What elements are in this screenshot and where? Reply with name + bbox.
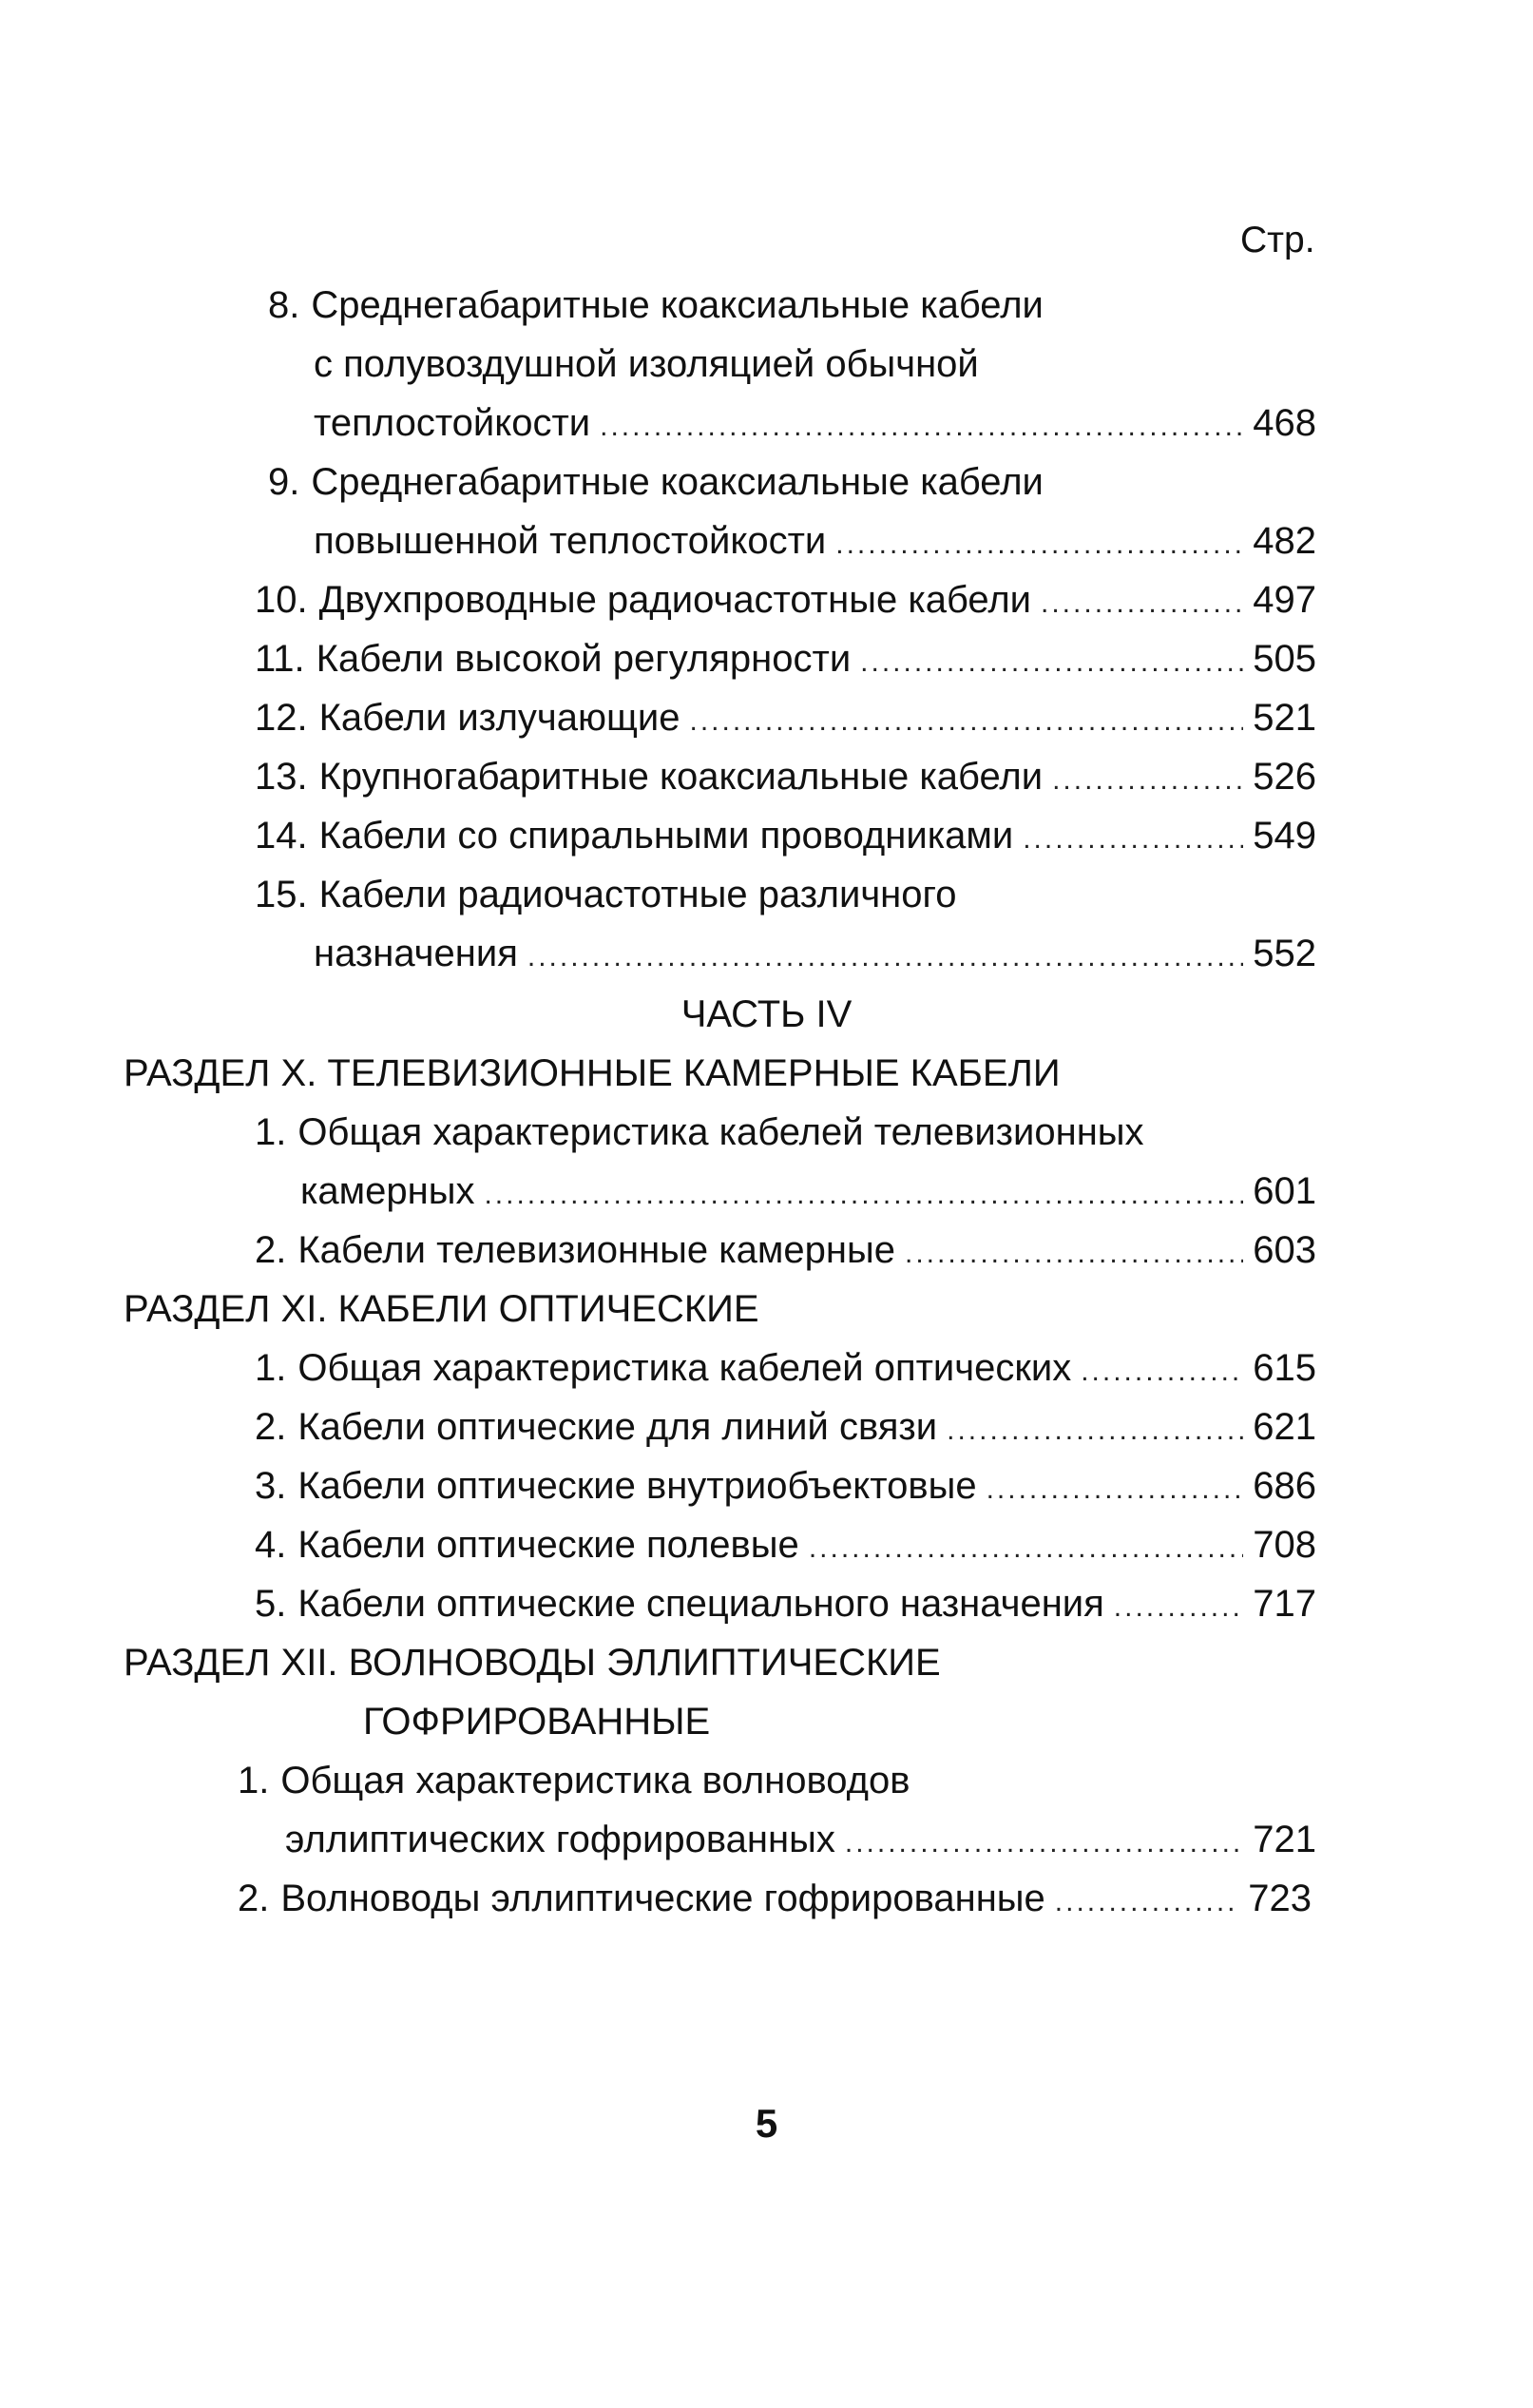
entry-number: 3. xyxy=(255,1465,287,1507)
entry-number: 14. xyxy=(255,815,308,857)
entry-title: эллиптических гофрированных xyxy=(285,1819,835,1860)
entry-page-number: 615 xyxy=(1253,1347,1316,1389)
toc-entry-14 xyxy=(255,806,1316,865)
entry-number: 1. xyxy=(255,1111,287,1153)
entry-title: Кабели оптические для линий связи xyxy=(297,1406,938,1448)
entry-number: 4. xyxy=(255,1524,287,1566)
entry-page-number: 552 xyxy=(1253,933,1316,974)
entry-title: Кабели оптические внутриобъектовые xyxy=(297,1465,977,1507)
section-xii-entry-1-line-1 xyxy=(238,1751,910,1810)
section-xi-entry-1 xyxy=(255,1339,1316,1397)
entry-title: Волноводы эллиптические гофрированные xyxy=(280,1878,1045,1919)
section-x-entry-2 xyxy=(255,1221,1316,1280)
entry-number: 2. xyxy=(255,1406,287,1448)
dot-leader xyxy=(1041,574,1243,633)
toc-entry-8-line-3 xyxy=(314,394,1316,453)
dot-leader xyxy=(1081,1342,1243,1401)
entry-page-number: 505 xyxy=(1253,638,1316,680)
entry-page-number: 482 xyxy=(1253,520,1316,562)
section-xi-entry-4 xyxy=(255,1515,1316,1574)
entry-page-number: 721 xyxy=(1253,1819,1316,1860)
toc-entry-11 xyxy=(255,629,1316,688)
section-xi-entry-2 xyxy=(255,1397,1316,1456)
toc-entry-10 xyxy=(255,570,1316,629)
section-xii-title-line-1: РАЗДЕЛ XII. ВОЛНОВОДЫ ЭЛЛИПТИЧЕСКИЕ xyxy=(124,1642,941,1684)
dot-leader xyxy=(987,1460,1244,1519)
entry-page-number: 601 xyxy=(1253,1170,1316,1212)
entry-number: 15. xyxy=(255,874,308,915)
entry-number: 12. xyxy=(255,697,308,739)
entry-title: теплостойкости xyxy=(314,402,591,444)
entry-title: Общая характеристика волноводов xyxy=(280,1760,910,1801)
dot-leader xyxy=(527,928,1243,987)
section-xi-entry-5 xyxy=(255,1574,1316,1633)
dot-leader xyxy=(690,692,1244,751)
entry-page-number: 497 xyxy=(1253,579,1316,621)
entry-page-number: 603 xyxy=(1253,1229,1316,1271)
toc-entry-12 xyxy=(255,688,1316,747)
entry-page-number: 686 xyxy=(1253,1465,1316,1507)
entry-title: Общая характеристика кабелей оптических xyxy=(297,1347,1072,1389)
page-column-label: Стр. xyxy=(1240,220,1315,260)
entry-title: Кабели оптические полевые xyxy=(297,1524,799,1566)
entry-title: Кабели телевизионные камерные xyxy=(297,1229,895,1271)
entry-title: Среднегабаритные коаксиальные кабели xyxy=(311,284,1044,326)
dot-leader xyxy=(845,1814,1243,1873)
entry-title: Общая характеристика кабелей телевизионных xyxy=(297,1111,1144,1153)
entry-number: 5. xyxy=(255,1583,287,1625)
part-heading: ЧАСТЬ IV xyxy=(680,993,853,1035)
section-xi-title: РАЗДЕЛ XI. КАБЕЛИ ОПТИЧЕСКИЕ xyxy=(124,1288,759,1330)
entry-number: 13. xyxy=(255,756,308,798)
toc-entry-15-line-1 xyxy=(255,865,956,924)
toc-entry-8-line-2 xyxy=(314,335,979,394)
dot-leader xyxy=(600,397,1243,456)
toc-entry-13 xyxy=(255,747,1316,806)
entry-title: Двухпроводные радиочастотные кабели xyxy=(318,579,1032,621)
toc-entry-15-line-2 xyxy=(314,924,1316,983)
section-xii-title-line-2: ГОФРИРОВАННЫЕ xyxy=(363,1701,711,1743)
entry-page-number: 717 xyxy=(1253,1583,1316,1625)
section-x-title: РАЗДЕЛ X. ТЕЛЕВИЗИОННЫЕ КАМЕРНЫЕ КАБЕЛИ xyxy=(124,1052,1061,1094)
entry-number: 9. xyxy=(268,461,300,503)
section-x-entry-1-line-1 xyxy=(255,1103,1144,1162)
toc-entry-9-line-2 xyxy=(314,511,1316,570)
dot-leader xyxy=(1114,1578,1243,1637)
entry-page-number: 468 xyxy=(1253,402,1316,444)
entry-page-number: 723 xyxy=(1248,1878,1312,1919)
section-xii-entry-2 xyxy=(238,1869,1312,1928)
entry-title: Крупногабаритные коаксиальные кабели xyxy=(318,756,1044,798)
entry-title: камерных xyxy=(300,1170,475,1212)
entry-number: 1. xyxy=(238,1760,270,1801)
entry-title: Кабели радиочастотные различного xyxy=(318,874,957,915)
toc-entry-8-line-1 xyxy=(268,276,1044,335)
entry-title: Кабели со спиральными проводниками xyxy=(318,815,1014,857)
entry-page-number: 526 xyxy=(1253,756,1316,798)
entry-page-number: 521 xyxy=(1253,697,1316,739)
entry-title: Среднегабаритные коаксиальные кабели xyxy=(311,461,1044,503)
entry-title: назначения xyxy=(314,933,518,974)
section-x-entry-1-line-2 xyxy=(300,1162,1316,1221)
dot-leader xyxy=(947,1401,1243,1460)
entry-number: 11. xyxy=(255,638,305,680)
entry-title: с полувоздушной изоляцией обычной xyxy=(314,343,979,385)
dot-leader xyxy=(1023,810,1243,869)
dot-leader xyxy=(835,515,1243,574)
entry-number: 1. xyxy=(255,1347,287,1389)
entry-title: Кабели излучающие xyxy=(318,697,680,739)
dot-leader xyxy=(1052,751,1243,810)
entry-number: 10. xyxy=(255,579,308,621)
entry-title: повышенной теплостойкости xyxy=(314,520,827,562)
dot-leader xyxy=(809,1519,1243,1578)
entry-number: 8. xyxy=(268,284,300,326)
dot-leader xyxy=(905,1224,1243,1283)
entry-page-number: 621 xyxy=(1253,1406,1316,1448)
entry-title: Кабели высокой регулярности xyxy=(316,638,852,680)
dot-leader xyxy=(860,633,1243,692)
entry-number: 2. xyxy=(255,1229,287,1271)
dot-leader xyxy=(1055,1873,1238,1932)
toc-entry-9-line-1 xyxy=(268,453,1044,511)
section-xii-entry-1-line-2 xyxy=(285,1810,1316,1869)
section-xi-entry-3 xyxy=(255,1456,1316,1515)
entry-page-number: 549 xyxy=(1253,815,1316,857)
entry-number: 2. xyxy=(238,1878,270,1919)
entry-page-number: 708 xyxy=(1253,1524,1316,1566)
dot-leader xyxy=(484,1165,1243,1224)
entry-title: Кабели оптические специального назначения xyxy=(297,1583,1104,1625)
page-number: 5 xyxy=(755,2101,778,2146)
